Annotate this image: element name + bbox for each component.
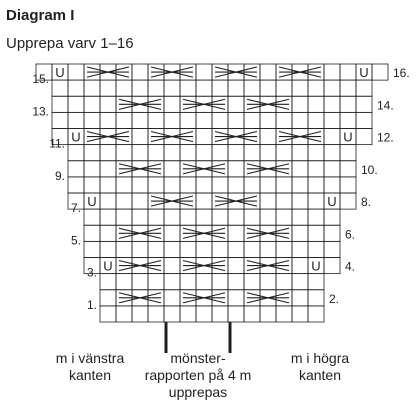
chart-cell [292,193,308,209]
chart-cell [212,209,228,225]
cross-stitch-symbol [151,132,193,142]
chart-cell [292,112,308,128]
chart-cell [212,112,228,128]
chart-cell [276,306,292,322]
chart-cell [196,193,212,209]
row-label: 7. [70,201,81,216]
chart-cell [292,161,308,177]
chart-cell [164,209,180,225]
row-label: 4. [345,259,356,274]
chart-cell [196,177,212,193]
chart-cell [244,177,260,193]
cross-stitch-symbol [183,261,225,271]
chart-cell [100,209,116,225]
chart-cell [84,177,100,193]
caption-pattern-repeat [133,350,263,401]
chart-cell [324,161,340,177]
cross-stitch-symbol [247,293,289,303]
chart-cell [308,145,324,161]
row-label: 11. [49,136,65,151]
caption-right-line: kanten [298,367,342,383]
chart-cell [228,209,244,225]
cross-stitch-symbol [119,164,161,174]
chart-cell [228,161,244,177]
cross-stitch-symbol [247,99,289,109]
u-symbol: U [359,65,369,81]
chart-cell [164,96,180,112]
chart-cell [244,306,260,322]
chart-cell [228,241,244,257]
chart-cell [68,161,84,177]
chart-cell [276,112,292,128]
cross-stitch-symbol [119,99,161,109]
chart-cell [276,193,292,209]
chart-cell [116,177,132,193]
row-label: 10. [361,162,378,177]
chart-cell [132,193,148,209]
chart-cell [148,306,164,322]
chart-cell [276,80,292,96]
chart-cell [164,161,180,177]
chart-cell [324,177,340,193]
chart-cell [180,241,196,257]
chart-cell [228,145,244,161]
chart-cell [84,225,100,241]
chart-cell [68,145,84,161]
cross-stitch-symbol [215,196,257,206]
chart-cell [308,209,324,225]
chart-cell [244,145,260,161]
chart-cell [100,80,116,96]
chart-cell [340,96,356,112]
cross-stitch-symbol [119,228,161,238]
chart-cell [356,80,372,96]
row-label: 13. [32,104,49,119]
chart-cell [228,80,244,96]
chart-cell [180,80,196,96]
diagram-subtitle: Upprepa varv 1–16 [6,35,134,52]
chart-cell [292,177,308,193]
chart-cell [340,112,356,128]
caption-right-edge [260,350,380,384]
chart-cell [132,64,148,80]
row-label: 8. [361,195,372,210]
chart-cell [340,64,356,80]
chart-cell [308,112,324,128]
cross-stitch-symbol [279,67,321,77]
chart-cell [196,145,212,161]
chart-cell [132,241,148,257]
chart-cell [260,64,276,80]
repeat-brackets [166,322,230,353]
chart-cell [132,209,148,225]
chart-cell [196,209,212,225]
chart-cell [308,161,324,177]
chart-cell [308,80,324,96]
chart-cell [324,96,340,112]
chart-cell [308,225,324,241]
chart-cell [308,306,324,322]
cross-stitch-symbol [183,164,225,174]
chart-cell [340,80,356,96]
chart-cell [164,274,180,290]
chart-cell [292,274,308,290]
chart-cell [132,274,148,290]
chart-cell [116,241,132,257]
chart-cell [196,129,212,145]
row-label: 6. [345,227,356,242]
chart-cell [260,129,276,145]
chart-cell [212,241,228,257]
cross-stitch-symbol [151,67,193,77]
u-symbol: U [327,194,337,210]
chart-cell [356,112,372,128]
u-symbol: U [311,258,321,274]
cross-stitch-symbol [151,196,193,206]
chart-cell [100,145,116,161]
chart-cell [308,193,324,209]
chart-cell [100,193,116,209]
chart-cell [164,112,180,128]
chart-cell [148,274,164,290]
caption-left-line: kanten [68,367,112,383]
chart-cell [132,145,148,161]
chart-cell [100,290,116,306]
chart-cell [228,258,244,274]
chart-cell [340,177,356,193]
chart-cell [100,241,116,257]
chart-cell [196,306,212,322]
caption-middle-line: mönster- [170,350,226,366]
chart-cell [180,145,196,161]
chart-cell [100,161,116,177]
cross-stitch-symbol [183,293,225,303]
chart-cell [52,112,68,128]
cross-stitch-symbol [119,293,161,303]
chart-cell [68,80,84,96]
chart-cell [356,96,372,112]
chart-cell [68,177,84,193]
chart-cell [372,64,388,80]
chart-cell [116,145,132,161]
chart-cell [100,225,116,241]
row-label: 5. [70,233,81,248]
chart-cell [212,274,228,290]
chart-cell [292,96,308,112]
chart-cell [308,290,324,306]
chart-cell [324,80,340,96]
chart-cell [52,80,68,96]
chart-cell [148,145,164,161]
row-label: 1. [86,297,97,312]
cross-stitch-symbol [247,164,289,174]
chart-cell [356,129,372,145]
chart-cell [196,274,212,290]
chart-cell [52,96,68,112]
chart-cell [212,80,228,96]
chart-cell [228,177,244,193]
chart-cell [292,290,308,306]
chart-cell [164,241,180,257]
caption-middle-line: upprepas [168,384,228,400]
chart-cell [196,241,212,257]
chart-cell [324,112,340,128]
chart-cell [68,112,84,128]
chart-cell [148,241,164,257]
chart-cell [276,145,292,161]
chart-cell [276,241,292,257]
chart-cell [228,274,244,290]
chart-cell [244,80,260,96]
chart-cell [84,209,100,225]
u-symbol: U [87,194,97,210]
chart-cell [260,112,276,128]
chart-cell [244,112,260,128]
chart-cell [132,80,148,96]
chart-cell [132,306,148,322]
chart-cell [260,274,276,290]
chart-cell [276,274,292,290]
chart-cell [324,209,340,225]
chart-cell [132,177,148,193]
chart-cell [212,306,228,322]
chart-cell [68,96,84,112]
chart-cell [324,129,340,145]
row-label: 15. [32,72,49,87]
row-label: 9. [54,168,65,183]
chart-cell [340,193,356,209]
chart-cell [148,112,164,128]
chart-cell [164,80,180,96]
row-label: 2. [329,291,340,306]
chart-cell [276,209,292,225]
row-label: 14. [377,98,394,113]
chart-cell [84,112,100,128]
cross-stitch-symbol [87,67,129,77]
chart-cell [244,241,260,257]
chart-cell [84,241,100,257]
chart-cell [116,306,132,322]
chart-cell [68,64,84,80]
chart-cell [308,274,324,290]
cross-stitch-symbol [279,132,321,142]
chart-cell [228,306,244,322]
chart-cell [180,112,196,128]
chart-cell [180,177,196,193]
chart-cell [116,274,132,290]
chart-cell [100,96,116,112]
caption-right-line: m i högra [290,350,350,366]
chart-cell [260,193,276,209]
chart-cell [212,177,228,193]
chart-cell [244,209,260,225]
chart-cell [196,80,212,96]
chart-cell [324,145,340,161]
chart-cell [228,290,244,306]
chart-cell [228,112,244,128]
chart-cell [324,225,340,241]
cross-stitch-symbol [215,67,257,77]
chart-cell [212,145,228,161]
u-symbol: U [71,129,81,145]
chart-cell [180,306,196,322]
cross-stitch-symbol [119,261,161,271]
cross-stitch-symbol [247,261,289,271]
chart-cell [324,258,340,274]
cross-stitch-symbol [247,228,289,238]
chart-cell [84,80,100,96]
chart-cell [148,209,164,225]
chart-cell [260,80,276,96]
chart-cell [324,64,340,80]
chart-cell [164,145,180,161]
chart-cell [260,177,276,193]
cross-stitch-symbol [183,99,225,109]
chart-cell [132,112,148,128]
row-label: 3. [86,265,97,280]
chart-cell [132,129,148,145]
cross-stitch-symbol [87,132,129,142]
chart-cell [180,209,196,225]
chart-cell [84,145,100,161]
row-labels [32,66,409,312]
chart-cell [164,177,180,193]
chart-cell [340,145,356,161]
chart-cell [164,258,180,274]
chart-cell [260,306,276,322]
chart-cell [292,145,308,161]
chart-cell [116,193,132,209]
caption-left-edge [30,350,150,384]
chart-cell [116,80,132,96]
chart-cell [164,290,180,306]
chart-cell [340,161,356,177]
chart-cell [84,161,100,177]
chart-cell [308,241,324,257]
chart-cell [116,209,132,225]
chart-cell [292,241,308,257]
chart-cell [100,112,116,128]
cross-stitch-symbol [183,228,225,238]
chart-cell [148,177,164,193]
chart-cell [260,145,276,161]
chart-cell [196,112,212,128]
chart-cell [292,209,308,225]
chart-cell [84,96,100,112]
u-symbol: U [103,258,113,274]
chart-cell [260,241,276,257]
u-symbol: U [55,65,65,81]
chart-cell [292,306,308,322]
row-label: 16. [393,66,410,81]
chart-cell [100,306,116,322]
chart-cell [148,80,164,96]
chart-cell [292,225,308,241]
chart-cell [228,225,244,241]
chart-cell [324,241,340,257]
chart-cell [100,274,116,290]
chart-cell [292,258,308,274]
chart-cell [100,177,116,193]
cross-stitch-symbol [215,132,257,142]
chart-cell [164,306,180,322]
chart-cell [164,225,180,241]
chart-cell [292,80,308,96]
chart-cell [180,274,196,290]
u-symbol: U [343,129,353,145]
chart-cell [308,177,324,193]
chart-cell [308,96,324,112]
caption-middle-line: rapporten på 4 m [144,367,252,383]
row-label: 12. [377,130,394,145]
chart-cell [116,112,132,128]
chart-cell [276,177,292,193]
caption-left-line: m i vänstra [55,350,125,366]
diagram-title: Diagram I [6,7,75,24]
chart-cell [260,209,276,225]
chart-cell [244,274,260,290]
chart-cell [196,64,212,80]
chart-cell [228,96,244,112]
